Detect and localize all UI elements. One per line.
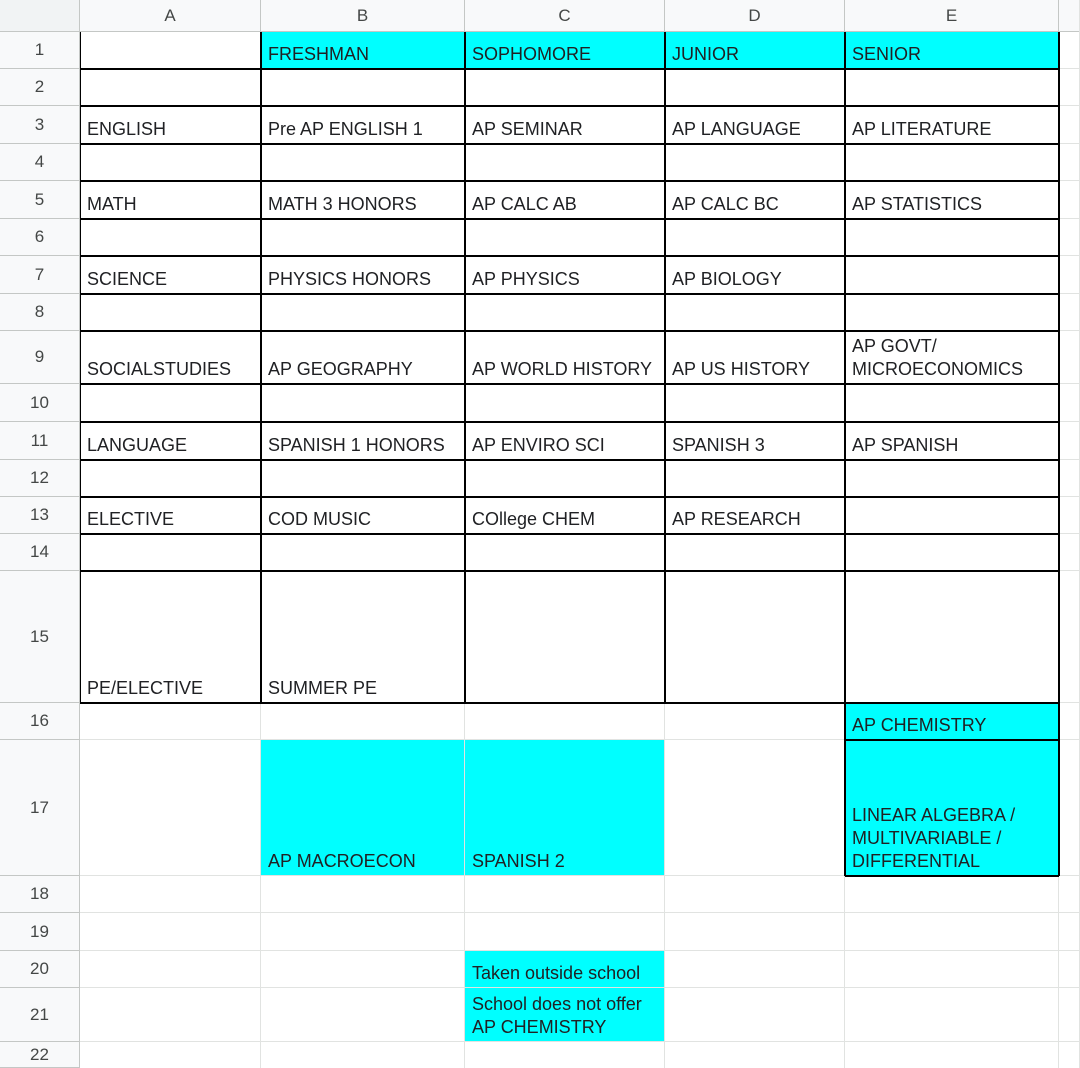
cell-b17[interactable] (261, 740, 465, 876)
cell-text: School does not offer AP CHEMISTRY (472, 994, 642, 1037)
column-header-d[interactable]: D (665, 0, 845, 32)
cell-text: COD MUSIC (268, 509, 371, 529)
cell-a13[interactable] (80, 497, 261, 534)
row-header-7[interactable]: 7 (0, 256, 80, 294)
cell-b9[interactable] (261, 331, 465, 384)
cell-c20[interactable] (465, 951, 665, 988)
cell-d3[interactable] (665, 106, 845, 144)
cell-text: AP RESEARCH (672, 509, 801, 529)
cell-c17[interactable] (465, 740, 665, 876)
row-header-17[interactable]: 17 (0, 740, 80, 876)
cell-a15[interactable] (80, 571, 261, 703)
cell-b5[interactable] (261, 181, 465, 219)
gridline-horizontal (0, 912, 1080, 913)
cell-text: SPANISH 1 HONORS (268, 435, 445, 455)
row-header-19[interactable]: 19 (0, 913, 80, 951)
cell-e9[interactable] (845, 331, 1059, 384)
cell-text: SUMMER PE (268, 678, 378, 698)
cell-e16[interactable] (845, 703, 1059, 740)
cell-text: AP LITERATURE (852, 119, 992, 139)
column-header-c[interactable]: C (465, 0, 665, 32)
cell-text: Pre AP ENGLISH 1 (268, 119, 423, 139)
cell-text: AP ENVIRO SCI (472, 435, 605, 455)
cell-text: MATH (87, 194, 137, 214)
cell-text: SENIOR (852, 44, 922, 64)
row-header-10[interactable]: 10 (0, 384, 80, 422)
cell-text: LANGUAGE (87, 435, 188, 455)
cell-text: AP SEMINAR (472, 119, 583, 139)
cell-text: AP GOVT/ MICROECONOMICS (852, 336, 1023, 379)
cell-text: PHYSICS HONORS (268, 269, 432, 289)
cell-e11[interactable] (845, 422, 1059, 460)
cell-text: ELECTIVE (87, 509, 175, 529)
cell-text: AP SPANISH (852, 435, 959, 455)
row-header-16[interactable]: 16 (0, 703, 80, 740)
cell-c7[interactable] (465, 256, 665, 294)
cell-text: SPANISH 3 (672, 435, 765, 455)
cell-e3[interactable] (845, 106, 1059, 144)
cell-text: Taken outside school (472, 963, 641, 983)
cell-c1[interactable] (465, 32, 665, 69)
cell-text: SOCIALSTUDIES (87, 359, 232, 379)
cell-text: AP PHYSICS (472, 269, 580, 289)
cell-text: AP LANGUAGE (672, 119, 801, 139)
cell-text: AP US HISTORY (672, 359, 811, 379)
row-header-14[interactable]: 14 (0, 534, 80, 571)
row-header-22[interactable]: 22 (0, 1042, 80, 1068)
row-header-3[interactable]: 3 (0, 106, 80, 144)
row-header-8[interactable]: 8 (0, 294, 80, 331)
cell-b13[interactable] (261, 497, 465, 534)
cell-d11[interactable] (665, 422, 845, 460)
cell-a7[interactable] (80, 256, 261, 294)
cell-text: LINEAR ALGEBRA / MULTIVARIABLE / DIFFERENTIAL (852, 805, 1016, 871)
cell-c21[interactable] (465, 988, 665, 1042)
row-header-1[interactable]: 1 (0, 32, 80, 69)
cell-c5[interactable] (465, 181, 665, 219)
cell-c9[interactable] (465, 331, 665, 384)
row-header-11[interactable]: 11 (0, 422, 80, 460)
column-header-overflow (1059, 0, 1080, 32)
row-header-15[interactable]: 15 (0, 571, 80, 703)
cell-d7[interactable] (665, 256, 845, 294)
cell-text: AP CHEMISTRY (852, 715, 987, 735)
cell-text: AP BIOLOGY (672, 269, 782, 289)
cell-e1[interactable] (845, 32, 1059, 69)
row-header-21[interactable]: 21 (0, 988, 80, 1042)
cell-text: PE/ELECTIVE (87, 678, 204, 698)
row-header-20[interactable]: 20 (0, 951, 80, 988)
row-header-18[interactable]: 18 (0, 876, 80, 913)
cell-text: AP GEOGRAPHY (268, 359, 413, 379)
cell-text: JUNIOR (672, 44, 739, 64)
cell-text: AP MACROECON (268, 851, 416, 871)
cell-a9[interactable] (80, 331, 261, 384)
cell-text: MATH 3 HONORS (268, 194, 417, 214)
cell-text: ENGLISH (87, 119, 167, 139)
cell-text: SCIENCE (87, 269, 168, 289)
cell-e17[interactable] (845, 740, 1059, 876)
cell-text: SPANISH 2 (472, 851, 565, 871)
cell-text: AP CALC AB (472, 194, 577, 214)
cell-a3[interactable] (80, 106, 261, 144)
row-header-6[interactable]: 6 (0, 219, 80, 256)
cell-d13[interactable] (665, 497, 845, 534)
row-header-9[interactable]: 9 (0, 331, 80, 384)
row-header-2[interactable]: 2 (0, 69, 80, 106)
row-header-12[interactable]: 12 (0, 460, 80, 497)
column-header-e[interactable]: E (845, 0, 1059, 32)
row-header-4[interactable]: 4 (0, 144, 80, 181)
cell-text: AP CALC BC (672, 194, 779, 214)
cell-b7[interactable] (261, 256, 465, 294)
cell-text: AP STATISTICS (852, 194, 983, 214)
column-header-b[interactable]: B (261, 0, 465, 32)
cell-d9[interactable] (665, 331, 845, 384)
cell-c3[interactable] (465, 106, 665, 144)
cell-c11[interactable] (465, 422, 665, 460)
cell-c13[interactable] (465, 497, 665, 534)
cell-b15[interactable] (261, 571, 465, 703)
row-header-13[interactable]: 13 (0, 497, 80, 534)
cell-a5[interactable] (80, 181, 261, 219)
cell-text: COllege CHEM (472, 509, 596, 529)
cell-a11[interactable] (80, 422, 261, 460)
cell-text: AP WORLD HISTORY (472, 359, 653, 379)
cell-b11[interactable] (261, 422, 465, 460)
row-header-5[interactable]: 5 (0, 181, 80, 219)
cell-d5[interactable] (665, 181, 845, 219)
select-all-corner[interactable] (0, 0, 80, 32)
column-header-a[interactable]: A (80, 0, 261, 32)
cell-text: SOPHOMORE (472, 44, 592, 64)
cell-b3[interactable] (261, 106, 465, 144)
cell-e5[interactable] (845, 181, 1059, 219)
cell-b1[interactable] (261, 32, 465, 69)
cell-text: FRESHMAN (268, 44, 370, 64)
cell-d1[interactable] (665, 32, 845, 69)
